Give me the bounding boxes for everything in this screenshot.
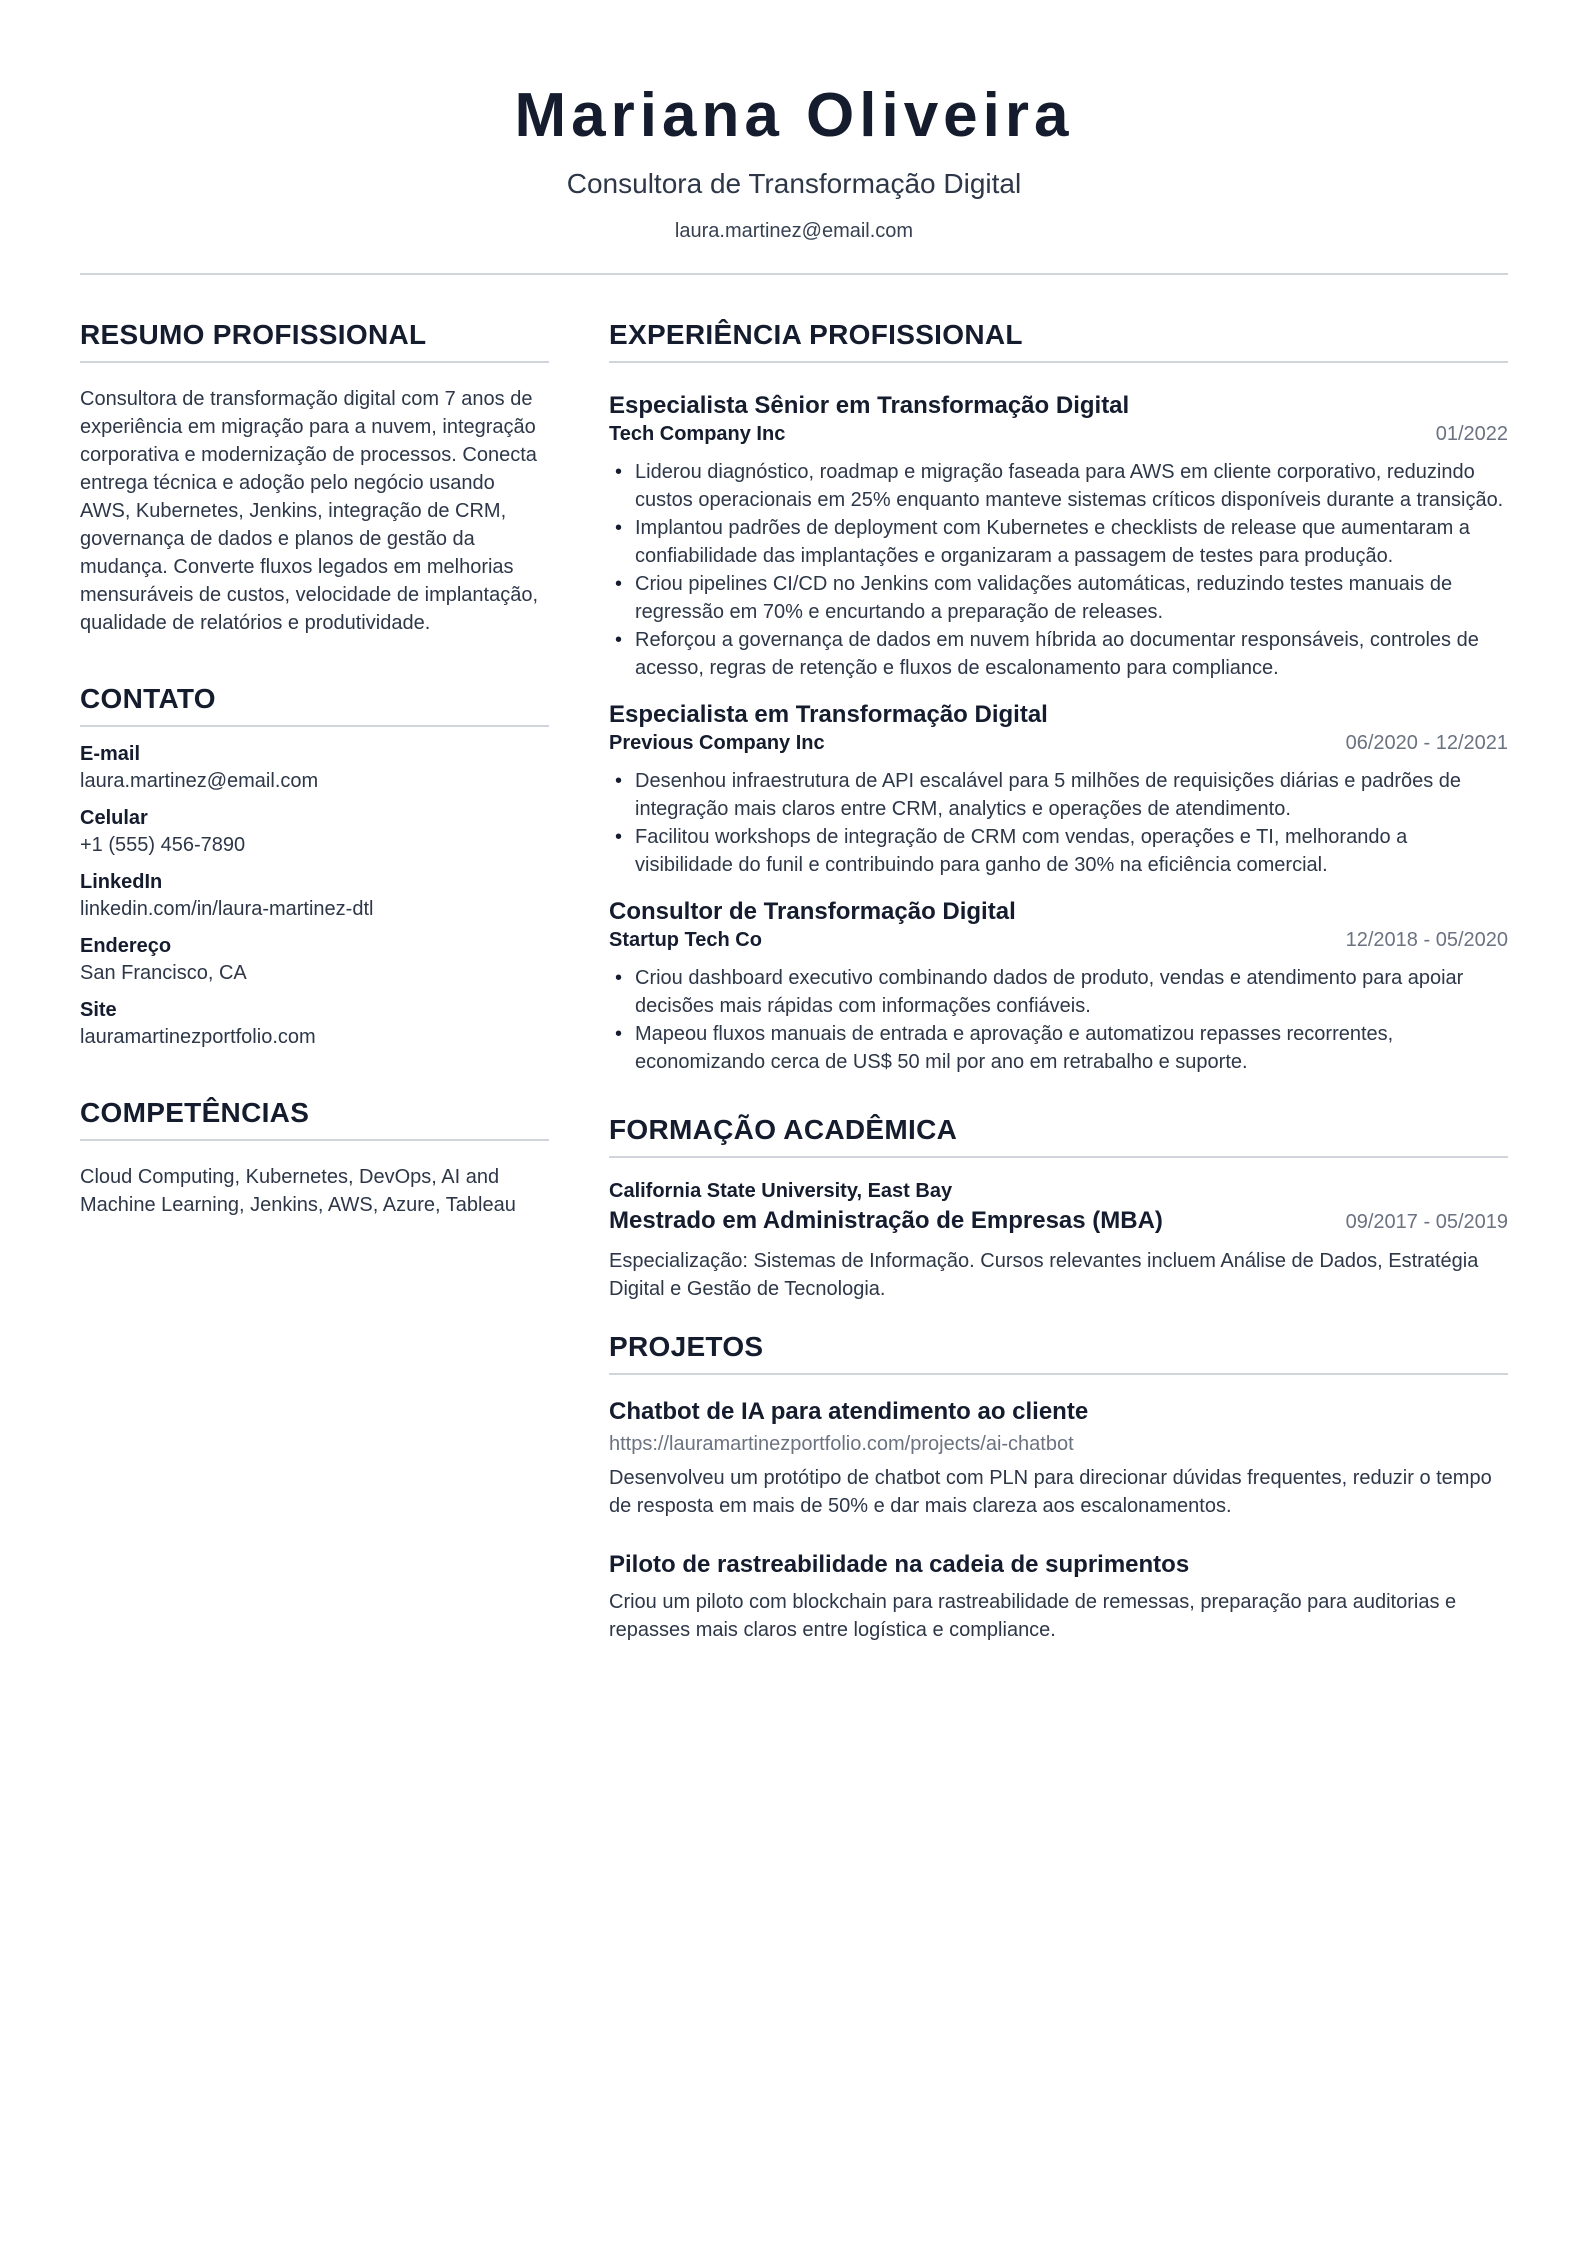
job-entry xyxy=(609,391,1508,682)
experience-heading: EXPERIÊNCIA PROFISSIONAL xyxy=(609,319,1508,363)
job-bullet: • Liderou diagnóstico, roadmap e migração faseada para AWS em cliente corporativo, reduzindo custos operacionais em 25% enquanto manteve sistemas críticos disponíveis durante a transição. xyxy=(609,458,1508,514)
skills-section xyxy=(80,1097,549,1219)
project-title: Piloto de rastreabilidade na cadeia de suprimentos xyxy=(609,1551,1190,1579)
summary-section xyxy=(80,319,549,637)
header-email: laura.martinez@email.com xyxy=(674,220,914,243)
contact-value-linkedin: linkedin.com/in/laura-martinez-dtl xyxy=(80,898,374,921)
job-entry xyxy=(609,897,1508,1076)
job-bullet: • Reforçou a governança de dados em nuvem híbrida ao documentar responsáveis, controles de acesso, regras de retenção e fluxos de escalonamento para compliance. xyxy=(609,626,1508,682)
job-bullets xyxy=(609,458,1508,682)
project-link[interactable]: https://lauramartinezportfolio.com/projects/ai-chatbot xyxy=(609,1433,1074,1456)
job-company: Startup Tech Co xyxy=(609,929,762,952)
projects-section xyxy=(609,1331,1508,1644)
job-meta xyxy=(609,732,1508,755)
contact-label-site: Site xyxy=(80,999,117,1022)
summary-text: Consultora de transformação digital com 7 anos de experiência em migração para a nuvem, integração corporativa e modernização de processos. Conecta entrega técnica e adoção pelo negócio usando AWS, Kubernetes, Jenkins, integração de CRM, governança de dados e planos de gestão da mudança. Converte fluxos legados em melhorias mensuráveis de custos, velocidade de implantação, qualidade de relatórios e produtividade. xyxy=(80,388,539,635)
resume-columns xyxy=(80,319,1508,1672)
summary-heading: RESUMO PROFISSIONAL xyxy=(80,319,549,363)
education-description: Especialização: Sistemas de Informação. Cursos relevantes incluem Análise de Dados, Estratégia Digital e Gestão de Tecnologia. xyxy=(609,1250,1479,1301)
job-bullet: • Implantou padrões de deployment com Kubernetes e checklists de release que aumentaram a confiabilidade das implantações e organizaram a passagem de testes para produção. xyxy=(609,514,1508,570)
job-meta xyxy=(609,423,1508,446)
project-description: Desenvolveu um protótipo de chatbot com PLN para direcionar dúvidas frequentes, reduzir o tempo de resposta em mais de 50% e dar mais clareza aos escalonamentos. xyxy=(609,1467,1492,1518)
contact-value-site: lauramartinezportfolio.com xyxy=(80,1026,316,1049)
education-row xyxy=(609,1207,1508,1235)
job-bullet: • Desenhou infraestrutura de API escalável para 5 milhões de requisições diárias e padrões de integração mais claros entre CRM, analytics e operações de atendimento. xyxy=(609,767,1508,823)
job-date: 01/2022 xyxy=(1435,423,1508,446)
job-bullet: • Mapeou fluxos manuais de entrada e aprovação e automatizou repasses recorrentes, economizando cerca de US$ 50 mil por ano em retrabalho e suporte. xyxy=(609,1020,1508,1076)
contact-value-email: laura.martinez@email.com xyxy=(80,770,319,793)
project-entry xyxy=(609,1550,1508,1644)
job-title: Consultor de Transformação Digital xyxy=(609,898,1016,926)
left-column xyxy=(80,319,549,1672)
header-divider xyxy=(80,273,1508,275)
job-bullet: • Criou pipelines CI/CD no Jenkins com validações automáticas, reduzindo testes manuais de regressão em 70% e encurtando a preparação de releases. xyxy=(609,570,1508,626)
contact-heading: CONTATO xyxy=(80,683,549,727)
experience-section xyxy=(609,319,1508,1076)
job-company: Previous Company Inc xyxy=(609,732,825,755)
project-title: Chatbot de IA para atendimento ao cliente xyxy=(609,1398,1089,1426)
education-school: California State University, East Bay xyxy=(609,1180,953,1203)
contact-section xyxy=(80,683,549,1051)
contact-label-phone: Celular xyxy=(80,807,148,830)
contact-label-email: E-mail xyxy=(80,743,141,766)
job-entry xyxy=(609,700,1508,879)
job-company: Tech Company Inc xyxy=(609,423,786,446)
education-degree: Mestrado em Administração de Empresas (MBA) xyxy=(609,1207,1163,1235)
contact-list xyxy=(80,741,549,1051)
job-date: 06/2020 - 12/2021 xyxy=(1345,732,1508,755)
contact-value-phone: +1 (555) 456-7890 xyxy=(80,834,246,857)
candidate-name: Mariana Oliveira xyxy=(514,81,1074,150)
job-bullet: • Criou dashboard executivo combinando dados de produto, vendas e atendimento para apoiar decisões mais rápidas com informações confiáveis. xyxy=(609,964,1508,1020)
job-bullet: • Facilitou workshops de integração de CRM com vendas, operações e TI, melhorando a visibilidade do funil e contribuindo para ganho de 30% na eficiência comercial. xyxy=(609,823,1508,879)
job-meta xyxy=(609,929,1508,952)
job-title: Especialista em Transformação Digital xyxy=(609,701,1048,729)
education-heading: FORMAÇÃO ACADÊMICA xyxy=(609,1114,1508,1158)
contact-label-linkedin: LinkedIn xyxy=(80,871,163,894)
skills-heading: COMPETÊNCIAS xyxy=(80,1097,549,1141)
education-date: 09/2017 - 05/2019 xyxy=(1345,1211,1508,1234)
right-column xyxy=(609,319,1508,1672)
resume-header xyxy=(80,0,1508,243)
projects-heading: PROJETOS xyxy=(609,1331,1508,1375)
job-bullets xyxy=(609,964,1508,1076)
project-entry xyxy=(609,1397,1508,1520)
project-description: Criou um piloto com blockchain para rastreabilidade de remessas, preparação para auditorias e repasses mais claros entre logística e compliance. xyxy=(609,1591,1457,1642)
contact-value-address: San Francisco, CA xyxy=(80,962,247,985)
candidate-role: Consultora de Transformação Digital xyxy=(566,168,1022,200)
job-bullets xyxy=(609,767,1508,879)
job-title: Especialista Sênior em Transformação Digital xyxy=(609,392,1130,420)
skills-text: Cloud Computing, Kubernetes, DevOps, AI and Machine Learning, Jenkins, AWS, Azure, Tableau xyxy=(80,1166,516,1217)
contact-label-address: Endereço xyxy=(80,935,172,958)
education-section xyxy=(609,1114,1508,1303)
job-date: 12/2018 - 05/2020 xyxy=(1345,929,1508,952)
